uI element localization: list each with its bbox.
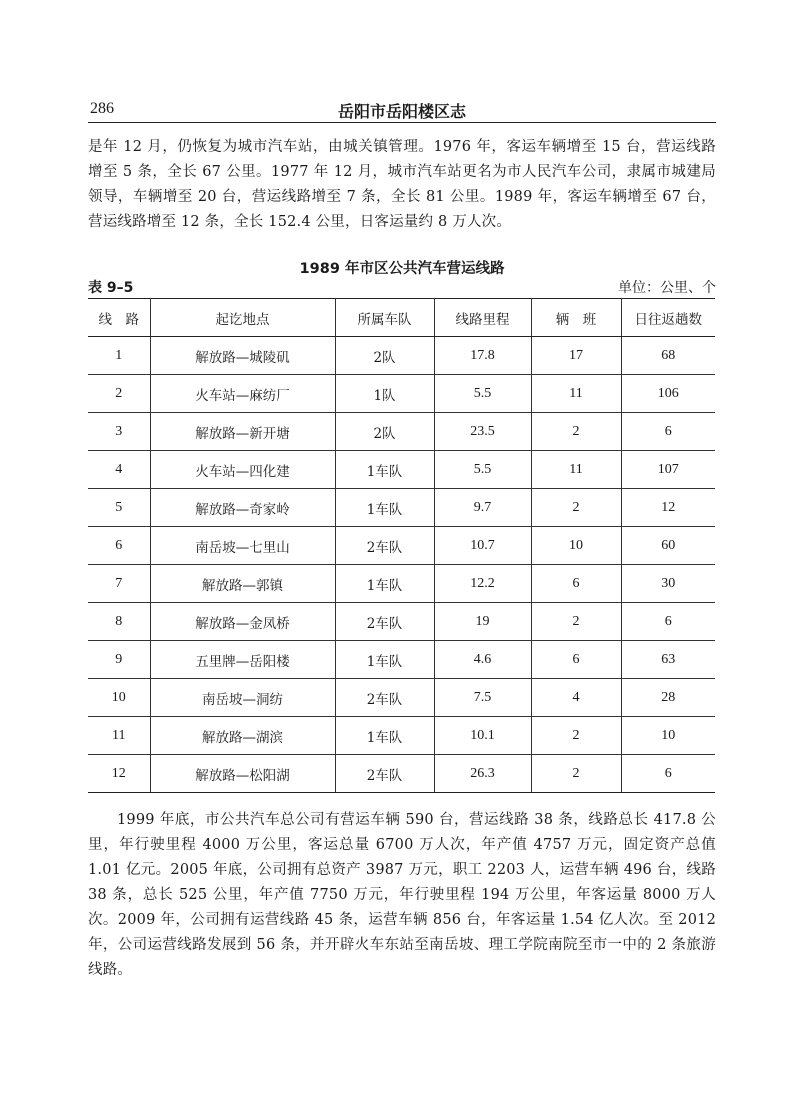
table-row bbox=[88, 641, 715, 679]
column-header-fleet: 所属车队 bbox=[335, 299, 434, 337]
column-header-route: 线 路 bbox=[88, 299, 150, 337]
cell-route-number: 3 bbox=[88, 413, 150, 451]
cell-daily-trips: 28 bbox=[621, 679, 715, 717]
table-row bbox=[88, 565, 715, 603]
table-body bbox=[88, 337, 715, 793]
table-row bbox=[88, 527, 715, 565]
cell-vehicle-shifts: 6 bbox=[531, 565, 621, 603]
table-row bbox=[88, 679, 715, 717]
cell-fleet: 2车队 bbox=[335, 679, 434, 717]
cell-endpoints: 南岳坡—七里山 bbox=[150, 527, 335, 565]
cell-endpoints: 火车站—四化建 bbox=[150, 451, 335, 489]
table-row bbox=[88, 603, 715, 641]
cell-daily-trips: 30 bbox=[621, 565, 715, 603]
cell-distance: 19 bbox=[434, 603, 531, 641]
cell-distance: 26.3 bbox=[434, 755, 531, 793]
cell-route-number: 11 bbox=[88, 717, 150, 755]
cell-route-number: 1 bbox=[88, 337, 150, 375]
cell-route-number: 8 bbox=[88, 603, 150, 641]
page-number: 286 bbox=[90, 100, 114, 117]
table-unit: 单位：公里、个 bbox=[618, 280, 716, 296]
table-row bbox=[88, 413, 715, 451]
table-row bbox=[88, 375, 715, 413]
cell-vehicle-shifts: 2 bbox=[531, 603, 621, 641]
table-row bbox=[88, 717, 715, 755]
cell-endpoints: 南岳坡—洞纺 bbox=[150, 679, 335, 717]
routes-table bbox=[88, 298, 715, 793]
cell-vehicle-shifts: 2 bbox=[531, 413, 621, 451]
cell-endpoints: 解放路—新开塘 bbox=[150, 413, 335, 451]
paragraph-1: 是年 12 月，仍恢复为城市汽车站，由城关镇管理。1976 年，客运车辆增至 15 台，营运线路增至 5 条，全长 67 公里。1977 年 12 月，城市汽车站更名为市人民汽车公司，隶属市城建局领导，车辆增至 20 台，营运线路增至 7 条，全长 81 公里。1989 年，客运车辆增至 67 台，营运线路增至 12 条，全长 152.4 公里，日客运量约 8 万人次。 bbox=[88, 139, 716, 230]
cell-fleet: 1车队 bbox=[335, 717, 434, 755]
cell-daily-trips: 6 bbox=[621, 603, 715, 641]
cell-fleet: 2车队 bbox=[335, 603, 434, 641]
cell-fleet: 1车队 bbox=[335, 451, 434, 489]
cell-distance: 5.5 bbox=[434, 451, 531, 489]
cell-route-number: 2 bbox=[88, 375, 150, 413]
cell-vehicle-shifts: 6 bbox=[531, 641, 621, 679]
cell-endpoints: 五里牌—岳阳楼 bbox=[150, 641, 335, 679]
cell-daily-trips: 60 bbox=[621, 527, 715, 565]
column-header-daily-trips: 日往返趟数 bbox=[621, 299, 715, 337]
cell-daily-trips: 6 bbox=[621, 413, 715, 451]
cell-daily-trips: 12 bbox=[621, 489, 715, 527]
cell-route-number: 4 bbox=[88, 451, 150, 489]
cell-vehicle-shifts: 2 bbox=[531, 717, 621, 755]
cell-distance: 4.6 bbox=[434, 641, 531, 679]
column-header-vehicle-shifts: 辆 班 bbox=[531, 299, 621, 337]
cell-daily-trips: 68 bbox=[621, 337, 715, 375]
cell-distance: 10.1 bbox=[434, 717, 531, 755]
cell-vehicle-shifts: 10 bbox=[531, 527, 621, 565]
cell-route-number: 10 bbox=[88, 679, 150, 717]
paragraph-2-text: 1999 年底，市公共汽车总公司有营运车辆 590 台，营运线路 38 条，线路总长 417.8 公里，年行驶里程 4000 万公里，客运总量 6700 万人次，年产值 4757 万元，固定资产总值 1.01 亿元。2005 年底，公司拥有总资产 3987 万元，职工 2203 人，运营车辆 496 台，线路 38 条，总长 525 公里，年产值 7750 万元，年行驶里程 194 万公里，年客运量 8000 万人次。2009 年，公司拥有运营线路 45 条，运营车辆 856 台，年客运量 1.54 亿人次。至 2012 年，公司运营线路发展到 56 条，并开辟火车东站至南岳坡、理工学院南院至市一中的 2 条旅游线路。 bbox=[88, 812, 716, 978]
cell-route-number: 5 bbox=[88, 489, 150, 527]
cell-vehicle-shifts: 11 bbox=[531, 375, 621, 413]
cell-fleet: 1车队 bbox=[335, 641, 434, 679]
paragraph-2 bbox=[88, 808, 716, 983]
table-number: 表 9–5 bbox=[88, 280, 134, 296]
cell-endpoints: 解放路—湖滨 bbox=[150, 717, 335, 755]
table-row bbox=[88, 755, 715, 793]
cell-distance: 5.5 bbox=[434, 375, 531, 413]
book-title: 岳阳市岳阳楼区志 bbox=[337, 102, 466, 121]
cell-route-number: 7 bbox=[88, 565, 150, 603]
running-header bbox=[88, 92, 716, 122]
cell-fleet: 2队 bbox=[335, 413, 434, 451]
cell-vehicle-shifts: 11 bbox=[531, 451, 621, 489]
column-header-distance: 线路里程 bbox=[434, 299, 531, 337]
cell-fleet: 2队 bbox=[335, 337, 434, 375]
cell-vehicle-shifts: 2 bbox=[531, 489, 621, 527]
cell-daily-trips: 10 bbox=[621, 717, 715, 755]
cell-endpoints: 火车站—麻纺厂 bbox=[150, 375, 335, 413]
table-row bbox=[88, 451, 715, 489]
cell-endpoints: 解放路—金凤桥 bbox=[150, 603, 335, 641]
cell-daily-trips: 107 bbox=[621, 451, 715, 489]
cell-vehicle-shifts: 4 bbox=[531, 679, 621, 717]
cell-route-number: 9 bbox=[88, 641, 150, 679]
cell-fleet: 1车队 bbox=[335, 489, 434, 527]
table-header-row bbox=[88, 299, 715, 337]
header-rule bbox=[88, 122, 716, 123]
table-row bbox=[88, 337, 715, 375]
cell-daily-trips: 63 bbox=[621, 641, 715, 679]
cell-fleet: 1队 bbox=[335, 375, 434, 413]
table-meta bbox=[88, 277, 716, 297]
cell-endpoints: 解放路—郭镇 bbox=[150, 565, 335, 603]
cell-fleet: 2车队 bbox=[335, 755, 434, 793]
cell-route-number: 12 bbox=[88, 755, 150, 793]
cell-distance: 10.7 bbox=[434, 527, 531, 565]
cell-endpoints: 解放路—松阳湖 bbox=[150, 755, 335, 793]
cell-vehicle-shifts: 17 bbox=[531, 337, 621, 375]
cell-fleet: 2车队 bbox=[335, 527, 434, 565]
cell-daily-trips: 6 bbox=[621, 755, 715, 793]
cell-distance: 9.7 bbox=[434, 489, 531, 527]
cell-endpoints: 解放路—城陵矶 bbox=[150, 337, 335, 375]
cell-vehicle-shifts: 2 bbox=[531, 755, 621, 793]
cell-fleet: 1车队 bbox=[335, 565, 434, 603]
cell-distance: 23.5 bbox=[434, 413, 531, 451]
table-title: 1989 年市区公共汽车营运线路 bbox=[299, 261, 505, 277]
cell-daily-trips: 106 bbox=[621, 375, 715, 413]
cell-distance: 17.8 bbox=[434, 337, 531, 375]
column-header-endpoints: 起讫地点 bbox=[150, 299, 335, 337]
cell-distance: 12.2 bbox=[434, 565, 531, 603]
table-row bbox=[88, 489, 715, 527]
cell-distance: 7.5 bbox=[434, 679, 531, 717]
cell-endpoints: 解放路—奇家岭 bbox=[150, 489, 335, 527]
cell-route-number: 6 bbox=[88, 527, 150, 565]
